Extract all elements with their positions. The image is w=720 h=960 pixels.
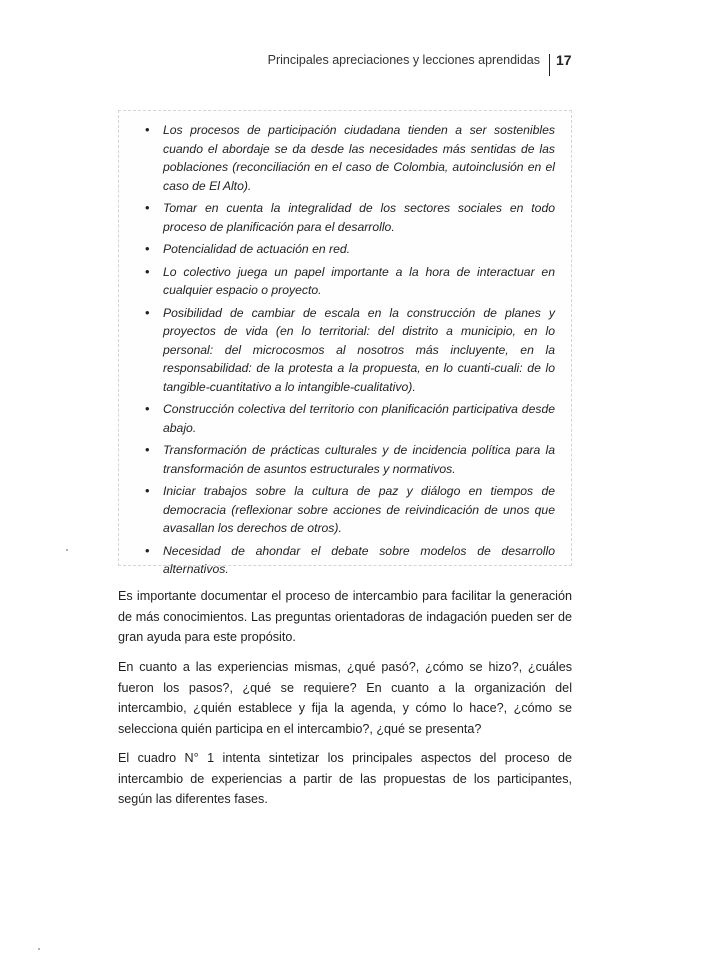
body-paragraph: El cuadro N° 1 intenta sintetizar los principales aspectos del proceso de intercambio de experiencias a partir de las propuestas de los participantes, según las diferentes fases. bbox=[118, 751, 572, 806]
list-item bbox=[145, 121, 555, 195]
list-item-text: Lo colectivo juega un papel importante a la hora de interactuar en cualquier espacio o proyecto. bbox=[163, 264, 555, 297]
list-item bbox=[145, 441, 555, 478]
bullet-icon: • bbox=[145, 542, 150, 558]
scan-speck bbox=[38, 948, 40, 950]
list-item bbox=[145, 199, 555, 236]
list-item bbox=[145, 482, 555, 538]
list-item bbox=[145, 542, 555, 579]
list-item bbox=[145, 240, 555, 259]
page-number: 17 bbox=[556, 52, 572, 68]
scan-speck bbox=[66, 549, 68, 551]
body-paragraph: Es importante documentar el proceso de intercambio para facilitar la generación de más conocimientos. Las preguntas orientadoras de indagación pueden ser de gran ayuda para este propósito. bbox=[118, 589, 572, 644]
bullet-list bbox=[145, 121, 555, 583]
highlight-box bbox=[118, 110, 572, 576]
list-item-text: Potencialidad de actuación en red. bbox=[163, 242, 351, 256]
bullet-icon: • bbox=[145, 401, 150, 416]
body-paragraph: En cuanto a las experiencias mismas, ¿qué pasó?, ¿cómo se hizo?, ¿cuáles fueron los pasos?, ¿qué se requiere? En cuanto a la organización del intercambio, ¿quién establece y fija la agenda, y cómo lo hace?, ¿cómo se selecciona quién participa en el intercambio?, ¿qué se presenta? bbox=[118, 660, 572, 736]
list-item bbox=[145, 263, 555, 300]
bullet-icon: • bbox=[145, 122, 150, 137]
bullet-icon: • bbox=[145, 241, 150, 256]
list-item-text: Tomar en cuenta la integralidad de los sectores sociales en todo proceso de planificación para el desarrollo. bbox=[163, 201, 555, 234]
bullet-icon: • bbox=[145, 483, 150, 498]
running-title: Principales apreciaciones y lecciones aprendidas bbox=[267, 53, 540, 67]
bullet-icon: • bbox=[145, 200, 150, 215]
list-item-text: Iniciar trabajos sobre la cultura de paz y diálogo en tiempos de democracia (reflexionar sobre acciones de reivindicación de unos que avasallan los derechos de otros). bbox=[163, 484, 555, 535]
list-item bbox=[145, 304, 555, 397]
bullet-icon: • bbox=[145, 263, 150, 279]
page-header bbox=[0, 52, 720, 76]
list-item-text: Posibilidad de cambiar de escala en la construcción de planes y proyectos de vida (en lo territorial: del distrito a municipio, en lo personal: del microcosmos al nosotros más incluyente, en la responsabilidad: de la protesta a la propuesta, en lo cuanti-cuali: de lo tangible-cuantitativo a lo intangible-cualitativo). bbox=[163, 305, 555, 394]
bullet-icon: • bbox=[145, 442, 150, 457]
list-item bbox=[145, 400, 555, 437]
list-item-text: Construcción colectiva del territorio con planificación participativa desde abajo. bbox=[163, 402, 555, 435]
bullet-icon: • bbox=[145, 304, 150, 320]
list-item-text: Los procesos de participación ciudadana tienden a ser sostenibles cuando el abordaje se da desde las necesidades más sentidas de las poblaciones (reconciliación en el caso de Colombia, autoinclusión en el caso de El Alto). bbox=[163, 123, 555, 193]
list-item-text: Transformación de prácticas culturales y de incidencia política para la transformación de asuntos estructurales y normativos. bbox=[163, 443, 555, 476]
list-item-text: Necesidad de ahondar el debate sobre modelos de desarrollo alternativos. bbox=[163, 543, 555, 576]
header-divider bbox=[549, 54, 550, 76]
